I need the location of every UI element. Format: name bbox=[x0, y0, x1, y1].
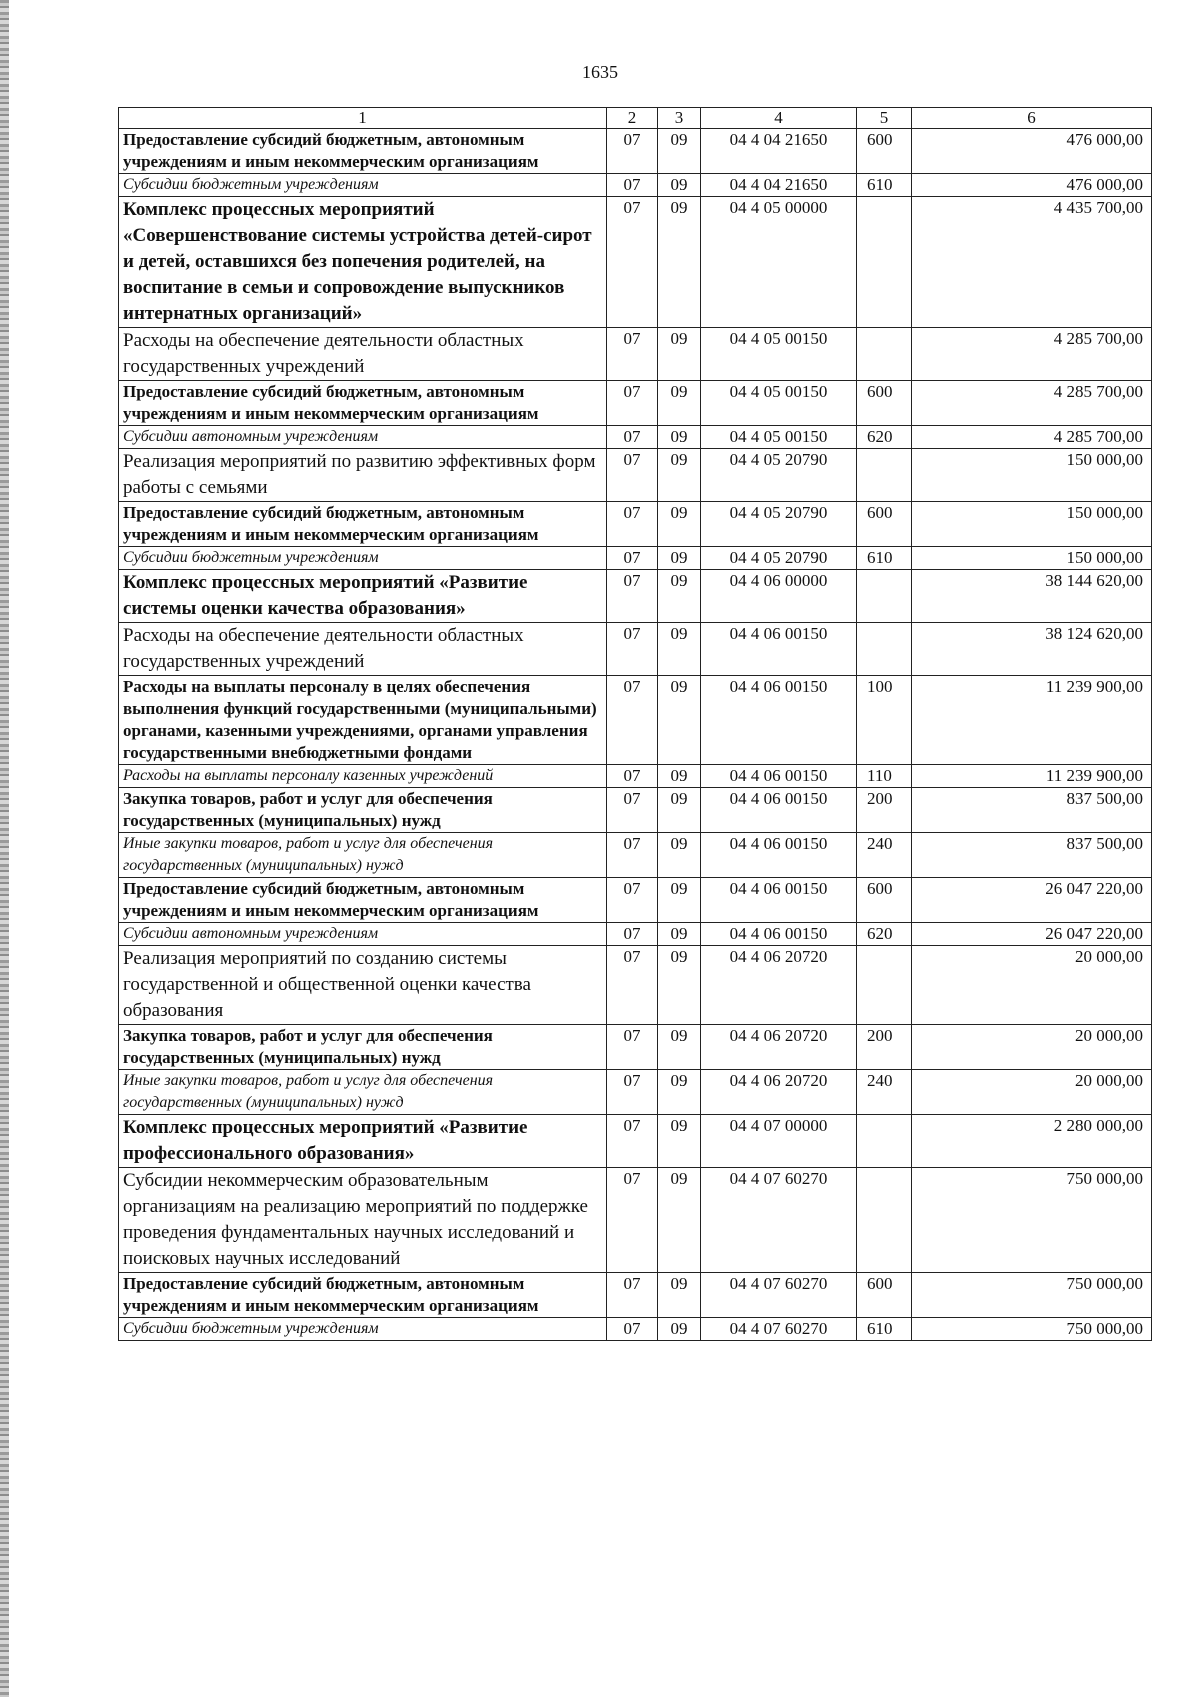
row-name: Предоставление субсидий бюджетным, автономным учреждениям и иным некоммерческим организациям bbox=[119, 878, 607, 923]
row-name: Иные закупки товаров, работ и услуг для обеспечения государственных (муниципальных) нужд bbox=[119, 833, 607, 878]
target-article-code: 04 4 06 00000 bbox=[701, 570, 857, 623]
amount: 837 500,00 bbox=[912, 833, 1152, 878]
subsection-code: 09 bbox=[658, 1070, 701, 1115]
scan-edge bbox=[0, 0, 9, 1697]
subsection-code: 09 bbox=[658, 570, 701, 623]
column-header: 6 bbox=[912, 108, 1152, 129]
expense-type-code: 600 bbox=[857, 878, 912, 923]
target-article-code: 04 4 05 00000 bbox=[701, 197, 857, 328]
target-article-code: 04 4 06 00150 bbox=[701, 878, 857, 923]
subsection-code: 09 bbox=[658, 449, 701, 502]
amount: 11 239 900,00 bbox=[912, 676, 1152, 765]
subsection-code: 09 bbox=[658, 174, 701, 197]
row-name: Закупка товаров, работ и услуг для обеспечения государственных (муниципальных) нужд bbox=[119, 1025, 607, 1070]
table-row bbox=[119, 1070, 1152, 1115]
amount: 2 280 000,00 bbox=[912, 1115, 1152, 1168]
subsection-code: 09 bbox=[658, 1115, 701, 1168]
table-row bbox=[119, 197, 1152, 328]
subsection-code: 09 bbox=[658, 878, 701, 923]
row-name: Расходы на обеспечение деятельности областных государственных учреждений bbox=[119, 328, 607, 381]
target-article-code: 04 4 06 00150 bbox=[701, 765, 857, 788]
table-row bbox=[119, 502, 1152, 547]
table-row bbox=[119, 449, 1152, 502]
section-code: 07 bbox=[607, 878, 658, 923]
table-row bbox=[119, 623, 1152, 676]
expense-type-code bbox=[857, 1168, 912, 1273]
column-header: 4 bbox=[701, 108, 857, 129]
table-row bbox=[119, 1115, 1152, 1168]
target-article-code: 04 4 06 20720 bbox=[701, 946, 857, 1025]
amount: 750 000,00 bbox=[912, 1168, 1152, 1273]
amount: 476 000,00 bbox=[912, 129, 1152, 174]
expense-type-code: 620 bbox=[857, 923, 912, 946]
table-row bbox=[119, 1168, 1152, 1273]
amount: 476 000,00 bbox=[912, 174, 1152, 197]
subsection-code: 09 bbox=[658, 1318, 701, 1341]
amount: 150 000,00 bbox=[912, 547, 1152, 570]
section-code: 07 bbox=[607, 174, 658, 197]
table-row bbox=[119, 1318, 1152, 1341]
row-name: Предоставление субсидий бюджетным, автономным учреждениям и иным некоммерческим организациям bbox=[119, 381, 607, 426]
amount: 20 000,00 bbox=[912, 1025, 1152, 1070]
section-code: 07 bbox=[607, 426, 658, 449]
subsection-code: 09 bbox=[658, 426, 701, 449]
section-code: 07 bbox=[607, 1318, 658, 1341]
target-article-code: 04 4 05 00150 bbox=[701, 426, 857, 449]
target-article-code: 04 4 04 21650 bbox=[701, 174, 857, 197]
amount: 38 124 620,00 bbox=[912, 623, 1152, 676]
section-code: 07 bbox=[607, 1115, 658, 1168]
section-code: 07 bbox=[607, 833, 658, 878]
subsection-code: 09 bbox=[658, 923, 701, 946]
section-code: 07 bbox=[607, 923, 658, 946]
expense-type-code: 610 bbox=[857, 547, 912, 570]
target-article-code: 04 4 05 20790 bbox=[701, 547, 857, 570]
row-name: Субсидии бюджетным учреждениям bbox=[119, 1318, 607, 1341]
table-row bbox=[119, 788, 1152, 833]
table-row bbox=[119, 381, 1152, 426]
subsection-code: 09 bbox=[658, 788, 701, 833]
subsection-code: 09 bbox=[658, 1168, 701, 1273]
table-row bbox=[119, 570, 1152, 623]
expense-type-code bbox=[857, 449, 912, 502]
expense-type-code: 200 bbox=[857, 1025, 912, 1070]
section-code: 07 bbox=[607, 1168, 658, 1273]
row-name: Иные закупки товаров, работ и услуг для обеспечения государственных (муниципальных) нужд bbox=[119, 1070, 607, 1115]
table-row bbox=[119, 946, 1152, 1025]
section-code: 07 bbox=[607, 765, 658, 788]
subsection-code: 09 bbox=[658, 676, 701, 765]
row-name: Расходы на выплаты персоналу в целях обеспечения выполнения функций государственными (муниципальными) органами, казенными учреждениями, органами управления государственными внебюджетными фондами bbox=[119, 676, 607, 765]
section-code: 07 bbox=[607, 623, 658, 676]
subsection-code: 09 bbox=[658, 381, 701, 426]
section-code: 07 bbox=[607, 1273, 658, 1318]
section-code: 07 bbox=[607, 328, 658, 381]
page-number: 1635 bbox=[582, 62, 618, 82]
row-name: Предоставление субсидий бюджетным, автономным учреждениям и иным некоммерческим организациям bbox=[119, 129, 607, 174]
target-article-code: 04 4 06 00150 bbox=[701, 676, 857, 765]
amount: 4 435 700,00 bbox=[912, 197, 1152, 328]
row-name: Комплекс процессных мероприятий «Совершенствование системы устройства детей-сирот и детей, оставшихся без попечения родителей, на воспитание в семьи и сопровождение выпускников интернатных организаций» bbox=[119, 197, 607, 328]
table-row bbox=[119, 676, 1152, 765]
table-row bbox=[119, 1025, 1152, 1070]
section-code: 07 bbox=[607, 381, 658, 426]
expense-type-code bbox=[857, 197, 912, 328]
table-row bbox=[119, 833, 1152, 878]
row-name: Субсидии автономным учреждениям bbox=[119, 923, 607, 946]
header-row bbox=[119, 108, 1152, 129]
section-code: 07 bbox=[607, 788, 658, 833]
budget-table bbox=[118, 107, 1152, 1341]
amount: 4 285 700,00 bbox=[912, 426, 1152, 449]
expense-type-code bbox=[857, 570, 912, 623]
expense-type-code: 110 bbox=[857, 765, 912, 788]
expense-type-code: 240 bbox=[857, 1070, 912, 1115]
amount: 11 239 900,00 bbox=[912, 765, 1152, 788]
expense-type-code: 100 bbox=[857, 676, 912, 765]
table-body bbox=[119, 129, 1152, 1341]
row-name: Расходы на выплаты персоналу казенных учреждений bbox=[119, 765, 607, 788]
amount: 4 285 700,00 bbox=[912, 328, 1152, 381]
amount: 38 144 620,00 bbox=[912, 570, 1152, 623]
section-code: 07 bbox=[607, 1025, 658, 1070]
target-article-code: 04 4 06 00150 bbox=[701, 623, 857, 676]
expense-type-code: 600 bbox=[857, 502, 912, 547]
expense-type-code: 620 bbox=[857, 426, 912, 449]
expense-type-code bbox=[857, 1115, 912, 1168]
expense-type-code: 240 bbox=[857, 833, 912, 878]
target-article-code: 04 4 06 20720 bbox=[701, 1070, 857, 1115]
section-code: 07 bbox=[607, 547, 658, 570]
expense-type-code: 600 bbox=[857, 381, 912, 426]
amount: 26 047 220,00 bbox=[912, 923, 1152, 946]
target-article-code: 04 4 05 00150 bbox=[701, 328, 857, 381]
row-name: Предоставление субсидий бюджетным, автономным учреждениям и иным некоммерческим организациям bbox=[119, 1273, 607, 1318]
section-code: 07 bbox=[607, 197, 658, 328]
table-row bbox=[119, 547, 1152, 570]
expense-type-code: 610 bbox=[857, 1318, 912, 1341]
subsection-code: 09 bbox=[658, 129, 701, 174]
subsection-code: 09 bbox=[658, 833, 701, 878]
amount: 150 000,00 bbox=[912, 502, 1152, 547]
section-code: 07 bbox=[607, 129, 658, 174]
table-row bbox=[119, 328, 1152, 381]
target-article-code: 04 4 05 00150 bbox=[701, 381, 857, 426]
column-header: 2 bbox=[607, 108, 658, 129]
expense-type-code bbox=[857, 328, 912, 381]
subsection-code: 09 bbox=[658, 502, 701, 547]
table-row bbox=[119, 878, 1152, 923]
row-name: Реализация мероприятий по созданию системы государственной и общественной оценки качества образования bbox=[119, 946, 607, 1025]
amount: 20 000,00 bbox=[912, 1070, 1152, 1115]
target-article-code: 04 4 07 60270 bbox=[701, 1273, 857, 1318]
row-name: Субсидии некоммерческим образовательным организациям на реализацию мероприятий по поддержке проведения фундаментальных научных исследований и поисковых научных исследований bbox=[119, 1168, 607, 1273]
target-article-code: 04 4 05 20790 bbox=[701, 502, 857, 547]
target-article-code: 04 4 07 00000 bbox=[701, 1115, 857, 1168]
table-row bbox=[119, 923, 1152, 946]
target-article-code: 04 4 07 60270 bbox=[701, 1318, 857, 1341]
subsection-code: 09 bbox=[658, 765, 701, 788]
row-name: Комплекс процессных мероприятий «Развитие профессионального образования» bbox=[119, 1115, 607, 1168]
expense-type-code: 200 bbox=[857, 788, 912, 833]
column-header: 5 bbox=[857, 108, 912, 129]
section-code: 07 bbox=[607, 502, 658, 547]
subsection-code: 09 bbox=[658, 623, 701, 676]
row-name: Субсидии бюджетным учреждениям bbox=[119, 547, 607, 570]
section-code: 07 bbox=[607, 570, 658, 623]
subsection-code: 09 bbox=[658, 946, 701, 1025]
table-row bbox=[119, 765, 1152, 788]
row-name: Предоставление субсидий бюджетным, автономным учреждениям и иным некоммерческим организациям bbox=[119, 502, 607, 547]
amount: 26 047 220,00 bbox=[912, 878, 1152, 923]
target-article-code: 04 4 06 00150 bbox=[701, 923, 857, 946]
row-name: Расходы на обеспечение деятельности областных государственных учреждений bbox=[119, 623, 607, 676]
amount: 20 000,00 bbox=[912, 946, 1152, 1025]
subsection-code: 09 bbox=[658, 328, 701, 381]
table-row bbox=[119, 129, 1152, 174]
expense-type-code: 610 bbox=[857, 174, 912, 197]
row-name: Комплекс процессных мероприятий «Развитие системы оценки качества образования» bbox=[119, 570, 607, 623]
amount: 150 000,00 bbox=[912, 449, 1152, 502]
target-article-code: 04 4 05 20790 bbox=[701, 449, 857, 502]
expense-type-code: 600 bbox=[857, 1273, 912, 1318]
target-article-code: 04 4 06 00150 bbox=[701, 788, 857, 833]
column-header: 1 bbox=[119, 108, 607, 129]
column-header: 3 bbox=[658, 108, 701, 129]
amount: 750 000,00 bbox=[912, 1318, 1152, 1341]
target-article-code: 04 4 04 21650 bbox=[701, 129, 857, 174]
subsection-code: 09 bbox=[658, 197, 701, 328]
target-article-code: 04 4 07 60270 bbox=[701, 1168, 857, 1273]
section-code: 07 bbox=[607, 1070, 658, 1115]
expense-type-code bbox=[857, 946, 912, 1025]
expense-type-code: 600 bbox=[857, 129, 912, 174]
row-name: Реализация мероприятий по развитию эффективных форм работы с семьями bbox=[119, 449, 607, 502]
table-row bbox=[119, 1273, 1152, 1318]
section-code: 07 bbox=[607, 449, 658, 502]
table-row bbox=[119, 426, 1152, 449]
amount: 4 285 700,00 bbox=[912, 381, 1152, 426]
target-article-code: 04 4 06 20720 bbox=[701, 1025, 857, 1070]
subsection-code: 09 bbox=[658, 547, 701, 570]
row-name: Закупка товаров, работ и услуг для обеспечения государственных (муниципальных) нужд bbox=[119, 788, 607, 833]
expense-type-code bbox=[857, 623, 912, 676]
subsection-code: 09 bbox=[658, 1273, 701, 1318]
section-code: 07 bbox=[607, 946, 658, 1025]
subsection-code: 09 bbox=[658, 1025, 701, 1070]
amount: 837 500,00 bbox=[912, 788, 1152, 833]
row-name: Субсидии бюджетным учреждениям bbox=[119, 174, 607, 197]
amount: 750 000,00 bbox=[912, 1273, 1152, 1318]
target-article-code: 04 4 06 00150 bbox=[701, 833, 857, 878]
row-name: Субсидии автономным учреждениям bbox=[119, 426, 607, 449]
table-row bbox=[119, 174, 1152, 197]
section-code: 07 bbox=[607, 676, 658, 765]
